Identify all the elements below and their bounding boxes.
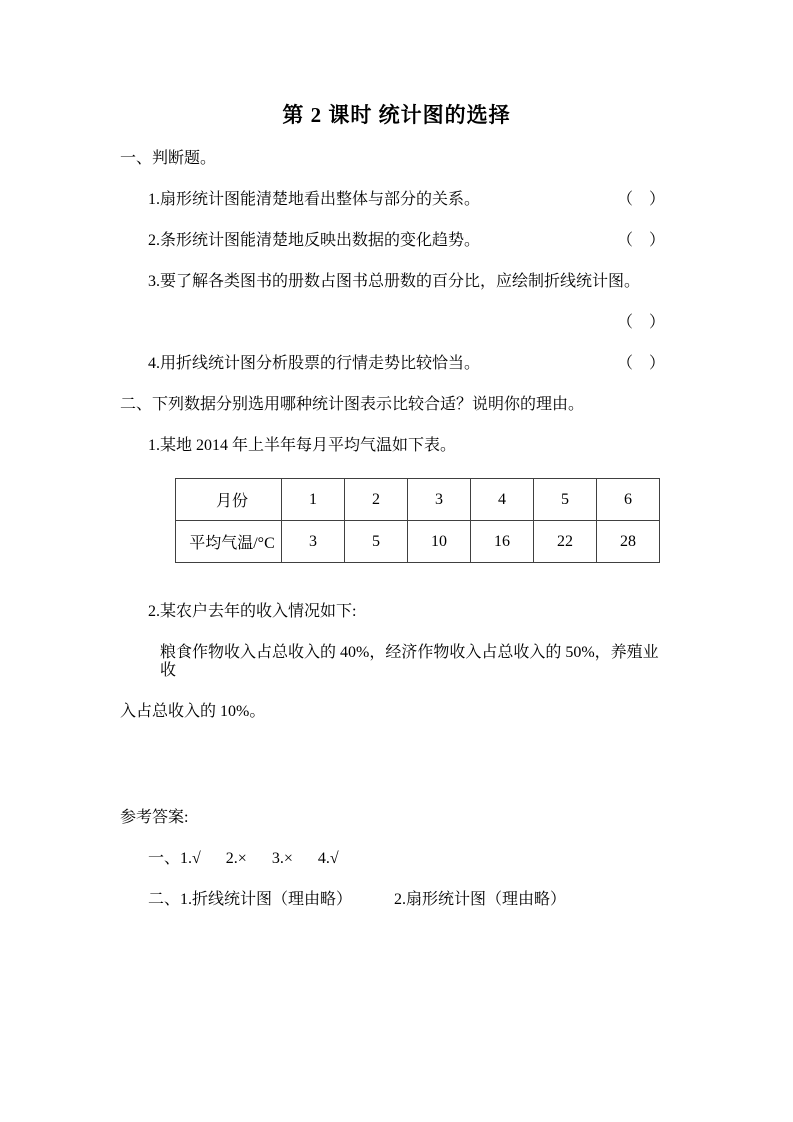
- answer-2-1: 1.折线统计图（理由略）: [180, 891, 353, 908]
- table-cell-temp-5: 22: [534, 521, 597, 563]
- question-1-text: 1.扇形统计图能清楚地看出整体与部分的关系。: [148, 191, 481, 208]
- table-cell-temp-4: 16: [471, 521, 534, 563]
- answer-row-2: [120, 891, 665, 909]
- question-3: [120, 273, 665, 291]
- answer-1-2: 2.×: [225, 850, 247, 867]
- question-3-answer-line: [120, 314, 665, 332]
- answer-1-4: 4.√: [317, 850, 339, 867]
- answers-heading: 参考答案:: [120, 809, 189, 826]
- question-2: [120, 232, 665, 250]
- section2-item1: 1.某地 2014 年上半年每月平均气温如下表。: [148, 437, 457, 454]
- table-cell-month-4: 4: [471, 479, 534, 521]
- answer-row-1: [120, 850, 665, 868]
- table-cell-temp-3: 10: [408, 521, 471, 563]
- question-4-text: 4.用折线统计图分析股票的行情走势比较恰当。: [148, 355, 481, 372]
- section2-item2-detail-line2: 入占总收入的 10%。: [120, 703, 266, 720]
- answer-1-3: 3.×: [271, 850, 293, 867]
- question-4-answer-blank: （ ）: [616, 355, 665, 372]
- table-cell-month-label: 月份: [176, 479, 282, 521]
- table-cell-temp-6: 28: [597, 521, 660, 563]
- question-4: [120, 355, 665, 373]
- page-title: 第 2 课时 统计图的选择: [282, 103, 511, 127]
- table-header-row: [176, 479, 660, 521]
- table-cell-month-5: 5: [534, 479, 597, 521]
- table-data-row: [176, 521, 660, 563]
- question-3-answer-blank: （ ）: [616, 314, 665, 331]
- question-1-answer-blank: （ ）: [616, 191, 665, 208]
- section1-heading: 一、判断题。: [120, 150, 217, 167]
- question-2-text: 2.条形统计图能清楚地反映出数据的变化趋势。: [148, 232, 481, 249]
- section2-item2: 2.某农户去年的收入情况如下:: [148, 603, 357, 620]
- table-cell-month-1: 1: [282, 479, 345, 521]
- table-cell-temp-2: 5: [345, 521, 408, 563]
- table-cell-month-6: 6: [597, 479, 660, 521]
- section2-heading: 二、下列数据分别选用哪种统计图表示比较合适？说明你的理由。: [120, 396, 585, 413]
- table-cell-temp-1: 3: [282, 521, 345, 563]
- answer-2-2: 2.扇形统计图（理由略）: [394, 891, 567, 908]
- question-3-text: 3.要了解各类图书的册数占图书总册数的百分比，应绘制折线统计图。: [148, 273, 641, 290]
- answer-row-2-prefix: 二、: [148, 891, 181, 908]
- table-cell-month-3: 3: [408, 479, 471, 521]
- table-cell-month-2: 2: [345, 479, 408, 521]
- table-cell-temp-label: 平均气温/°C: [176, 521, 282, 563]
- question-1: [120, 191, 665, 209]
- answer-1-1: 1.√: [180, 850, 201, 867]
- section2-item2-detail-line1: 粮食作物收入占总收入的 40%，经济作物收入占总收入的 50%，养殖业收: [160, 644, 659, 679]
- answer-row-1-prefix: 一、: [148, 850, 181, 867]
- worksheet-content: [120, 150, 665, 909]
- question-2-answer-blank: （ ）: [616, 232, 665, 249]
- temperature-table: [175, 478, 660, 563]
